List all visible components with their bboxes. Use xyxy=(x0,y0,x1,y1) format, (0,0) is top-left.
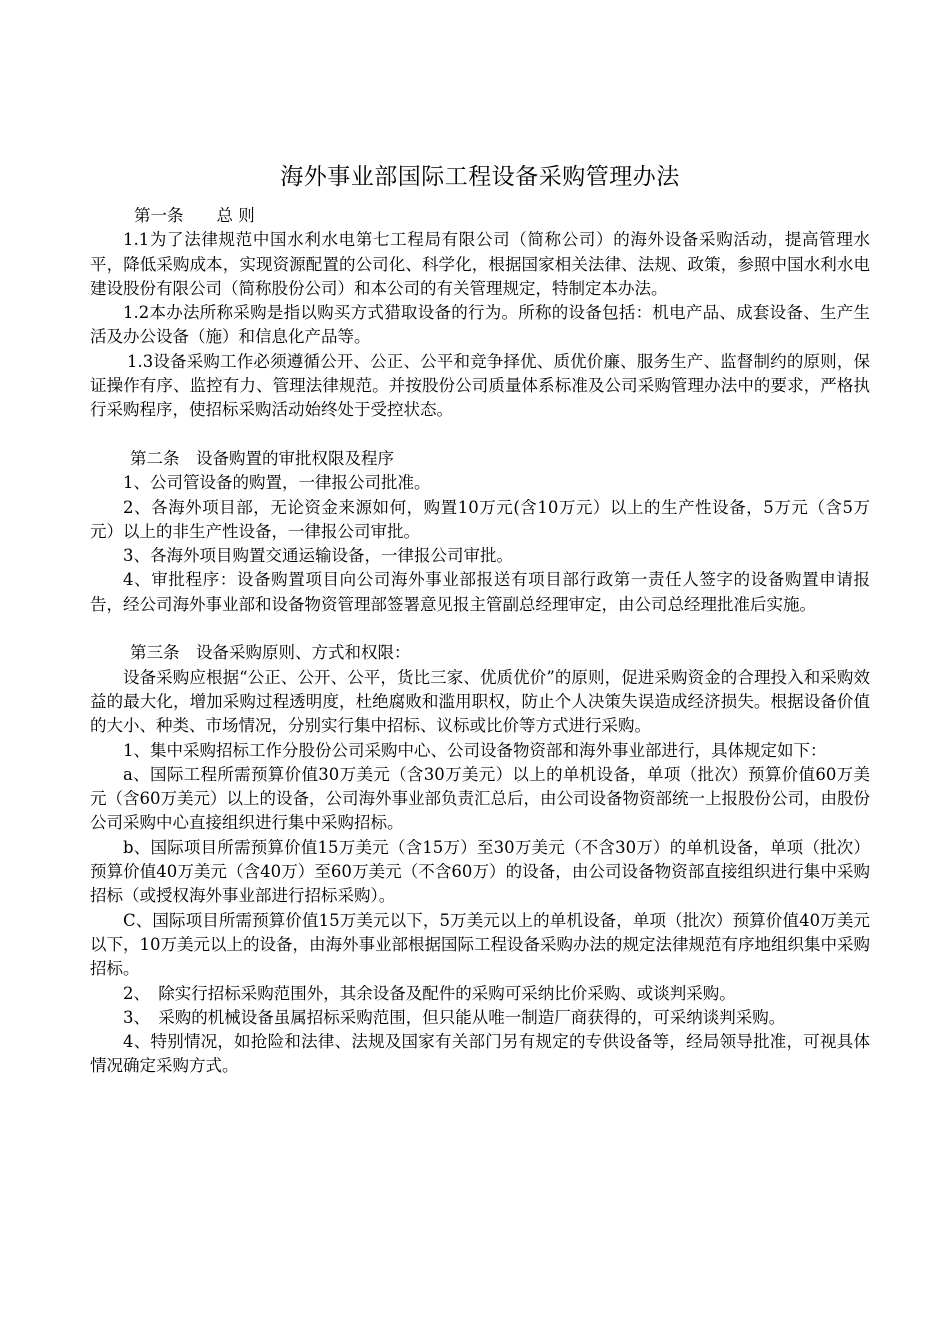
section3-paragraph: 1、集中采购招标工作分股份公司采购中心、公司设备物资部和海外事业部进行，具体规定如下： xyxy=(123,740,827,760)
document-title: 海外事业部国际工程设备采购管理办法 xyxy=(280,164,680,190)
section2-paragraph: 2、各海外项目部，无论资金来源如何，购置10万元(含10万元）以上的生产性设备，5万元（含5万元）以上的非生产性设备，一律报公司审批。 xyxy=(90,497,870,541)
section3-paragraph: a、国际工程所需预算价值30万美元（含30万美元）以上的单机设备，单项（批次）预算价值60万美元（含60万美元）以上的设备，公司海外事业部负责汇总后，由公司设备物资部统一上报股份公司，由股份公司采购中心直接组织进行集中采购招标。 xyxy=(90,764,870,833)
section-spacer xyxy=(90,617,870,641)
section1-paragraph: 1.2本办法所称采购是指以购买方式猎取设备的行为。所称的设备包括：机电产品、成套设备、生产生活及办公设备（施）和信息化产品等。 xyxy=(90,303,870,347)
section3-paragraph: C、国际项目所需预算价值15万美元以下，5万美元以上的单机设备，单项（批次）预算价值40万美元以下，10万美元以上的设备，由海外事业部根据国际工程设备采购办法的规定法律规范有序地组织集中采购招标。 xyxy=(90,910,870,979)
section3-paragraph: 3、 采购的机械设备虽属招标采购范围，但只能从唯一制造厂商获得的，可采纳谈判采购。 xyxy=(123,1007,786,1027)
document-page xyxy=(90,160,870,1079)
section1-heading: 第一条 总 则 xyxy=(134,206,255,225)
section2-heading: 第二条 设备购置的审批权限及程序 xyxy=(130,448,394,468)
section2-paragraph: 1、公司管设备的购置，一律报公司批准。 xyxy=(123,473,431,493)
section3-paragraph: b、国际项目所需预算价值15万美元（含15万）至30万美元（不含30万）的单机设备，单项（批次）预算价值40万美元（含40万）至60万美元（不含60万）的设备，由公司设备物资部直接组织进行集中采购招标（或授权海外事业部进行招标采购）。 xyxy=(90,837,870,906)
section3-paragraph: 4、特别情况，如抢险和法律、法规及国家有关部门另有规定的专供设备等，经局领导批准，可视具体情况确定采购方式。 xyxy=(90,1032,870,1076)
section3-heading: 第三条 设备采购原则、方式和权限： xyxy=(130,643,411,663)
section2-paragraph: 3、各海外项目购置交通运输设备，一律报公司审批。 xyxy=(123,546,513,566)
section3-paragraph: 2、 除实行招标采购范围外，其余设备及配件的采购可采纳比价采购、或谈判采购。 xyxy=(123,983,736,1003)
section1-paragraph: 1.1为了法律规范中国水利水电第七工程局有限公司（简称公司）的海外设备采购活动，提高管理水平，降低采购成本，实现资源配置的公司化、科学化，根据国家相关法律、法规、政策，参照中国水利水电建设股份有限公司（简称股份公司）和本公司的有关管理规定，特制定本办法。 xyxy=(90,230,870,298)
section-spacer xyxy=(90,423,870,447)
section2-paragraph: 4、审批程序：设备购置项目向公司海外事业部报送有项目部行政第一责任人签字的设备购置申请报告，经公司海外事业部和设备物资管理部签署意见报主管副总经理审定，由公司总经理批准后实施。 xyxy=(90,570,870,614)
section3-paragraph: 设备采购应根据“公正、公开、公平，货比三家、优质优价”的原则，促进采购资金的合理投入和采购效益的最大化，增加采购过程透明度，杜绝腐败和滥用职权，防止个人决策失误造成经济损失。根据设备价值的大小、种类、市场情况，分别实行集中招标、议标或比价等方式进行采购。 xyxy=(90,667,870,736)
section1-paragraph: 1.3设备采购工作必须遵循公开、公正、公平和竞争择优、质优价廉、服务生产、监督制约的原则，保证操作有序、监控有力、管理法律规范。并按股份公司质量体系标准及公司采购管理办法中的要求，严格执行采购程序，使招标采购活动始终处于受控状态。 xyxy=(90,351,870,420)
